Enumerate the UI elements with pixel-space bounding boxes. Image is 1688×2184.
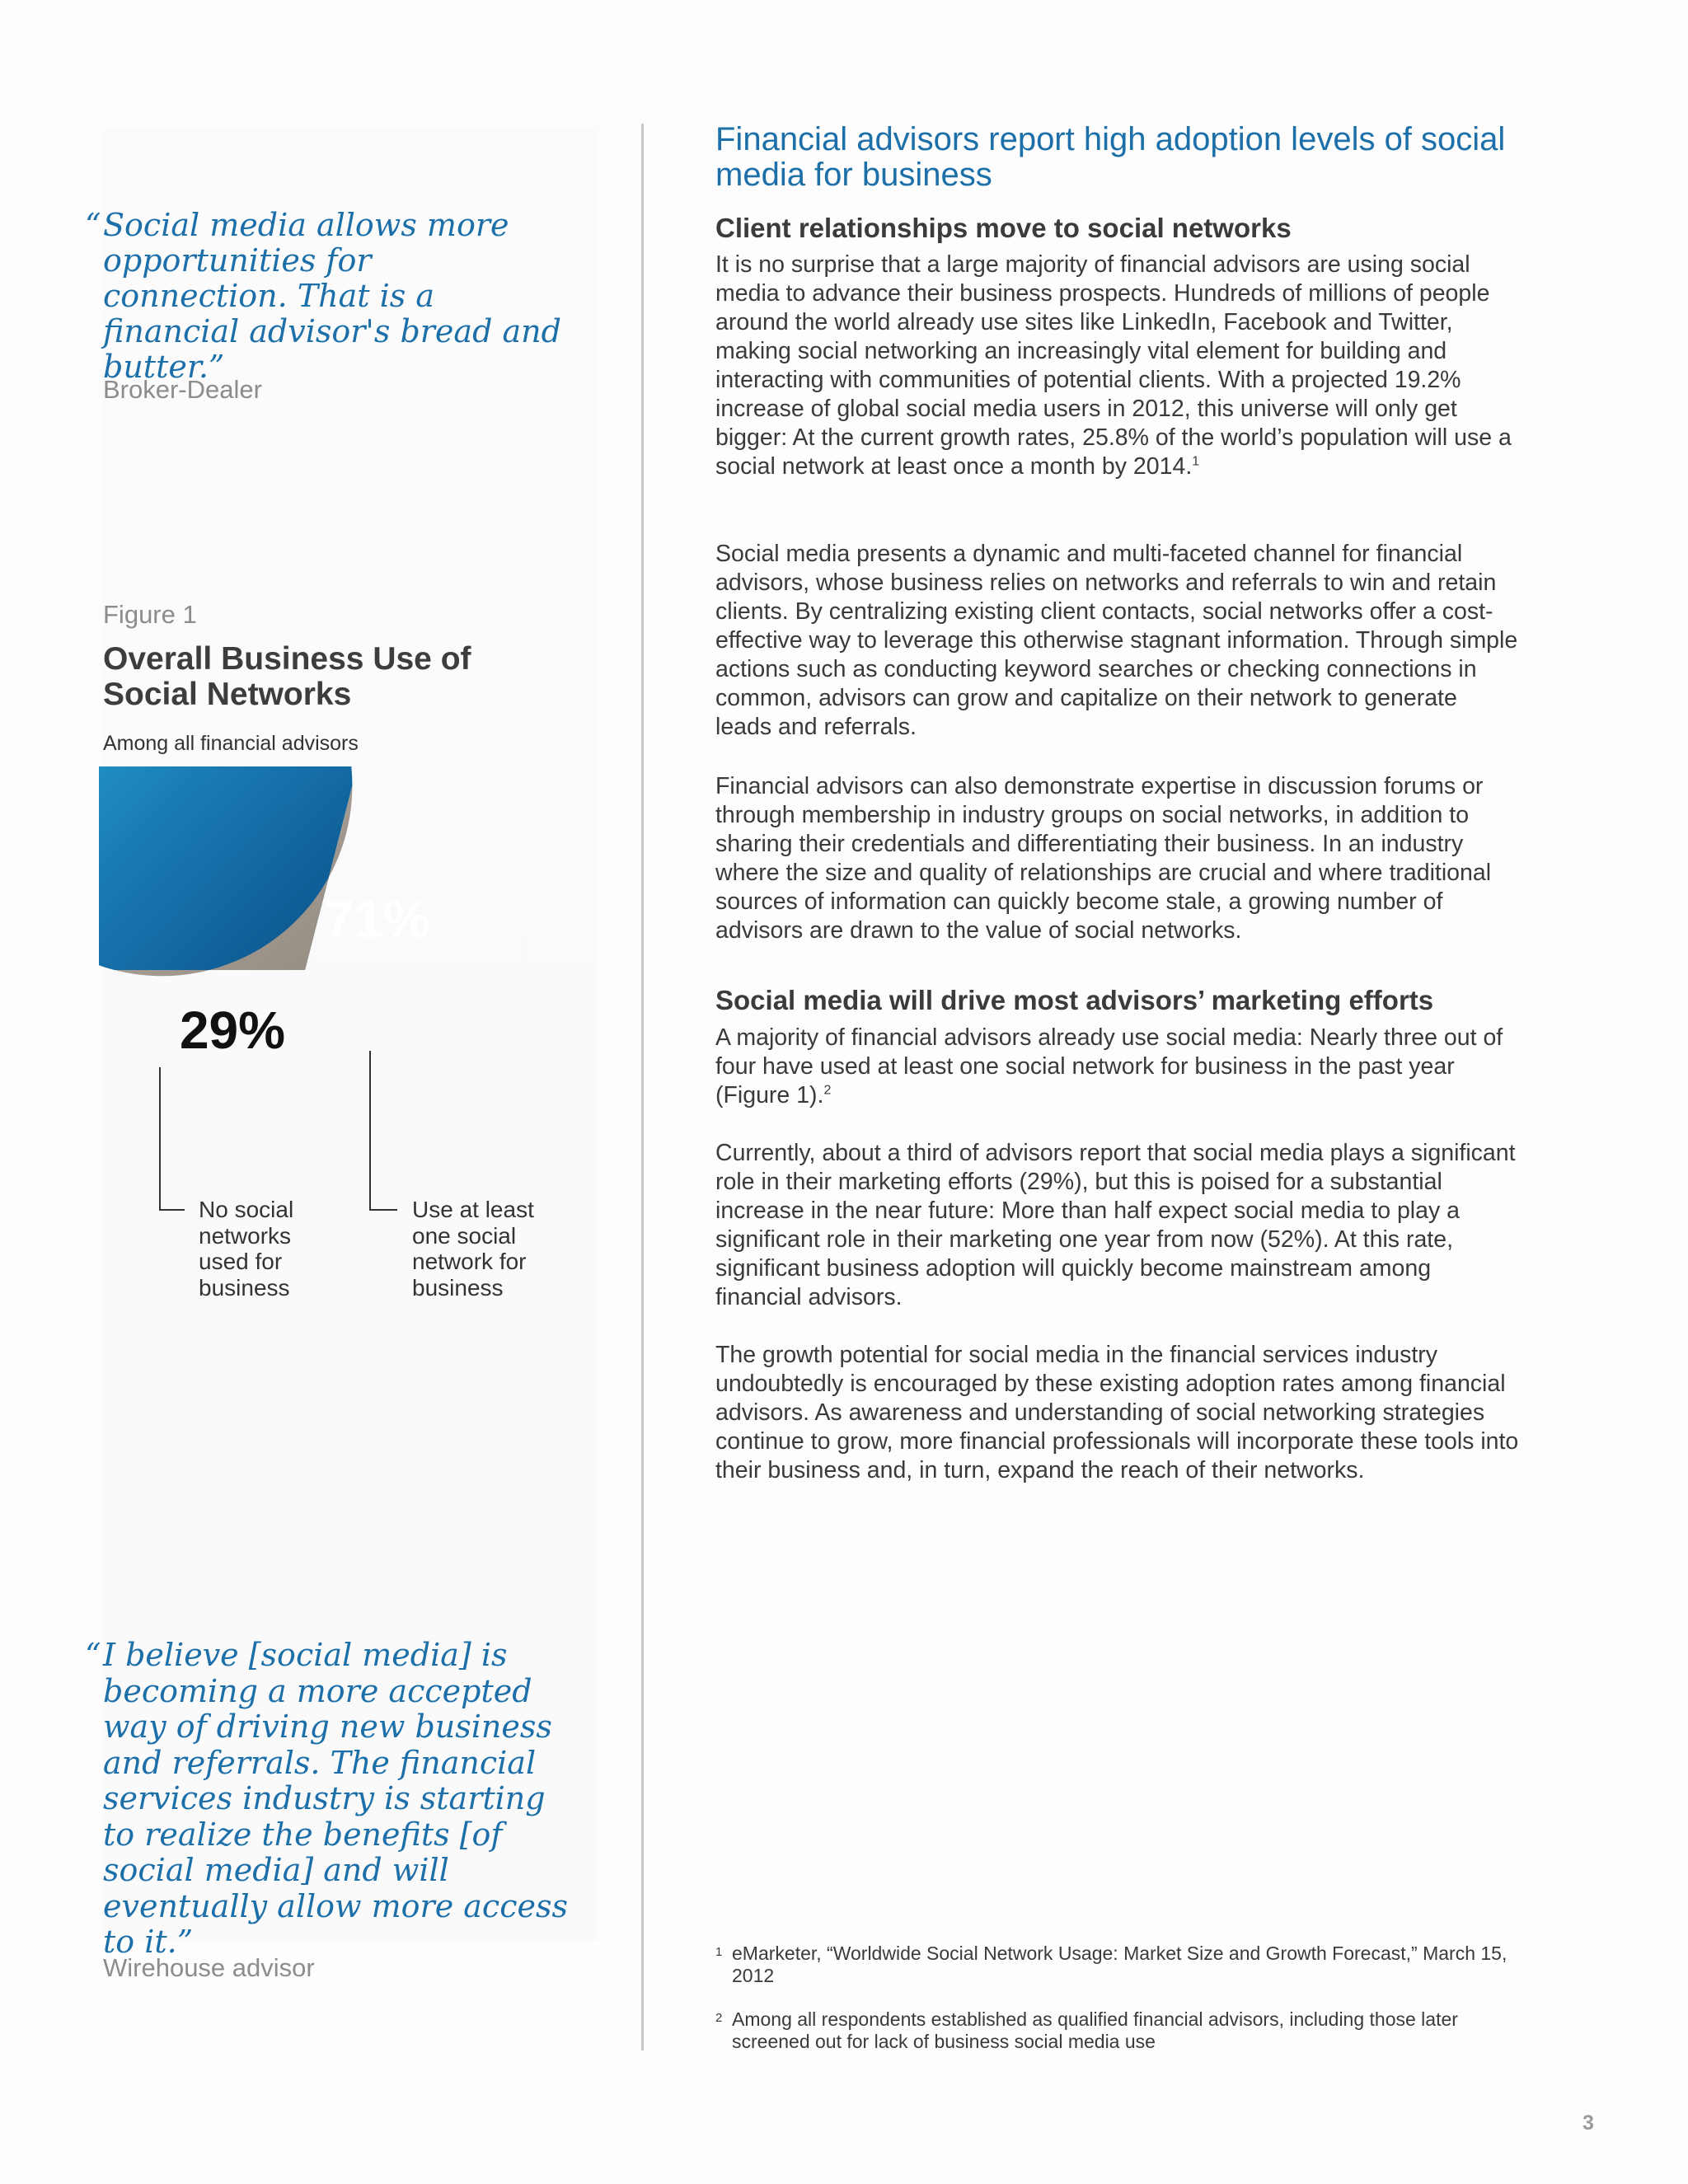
footnote-text: Among all respondents established as qualified financial advisors, including those later screened out for lack of business social media use [732,2008,1458,2052]
body-paragraph: A majority of financial advisors already use social media: Nearly three out of four have used at least one social network for business in the past year (Figure 1).$^2$ [715,1024,1503,1108]
quote-mark: “ [85,207,101,243]
figure-label: Figure 1 [103,600,197,629]
body-paragraph: Social media presents a dynamic and multi-faceted channel for financial advisors, whose business relies on networks and referrals to win and retain clients. By centralizing existing client contacts, social networks offer a cost-effective way to leverage this otherwise stagnant information. Through simple actions such as conducting keyword searches or checking connections in common, advisors can grow and capitalize on their network to generate leads and referrals. [715,541,1518,740]
quote-mark: “ [85,1637,101,1673]
body-paragraph: Currently, about a third of advisors report that social media plays a significant role in their marketing efforts (29%), but this is poised for a substantial increase in the near future: More than half expect social media to play a significant role in their marketing one year from now (52%). At this rate, significant business adoption will quickly become mainstream among financial advisors. [715,1140,1516,1310]
footnote-number: 2 [715,2011,723,2025]
column-divider [641,124,644,2050]
footnote-2 [715,2008,1531,2053]
pull-quote-2-attribution: Wirehouse advisor [103,1953,315,1982]
pull-quote-1-attribution: Broker-Dealer [103,375,262,404]
pull-quote-1 [85,207,565,385]
footnote-text: eMarketer, “Worldwide Social Network Usage: Market Size and Growth Forecast,” March 15, 2012 [732,1943,1507,1986]
legend-use-social: Use at least one social network for business [412,1197,534,1301]
leader-line-no-social [160,1067,185,1210]
footnote-1 [715,1943,1531,1987]
section-heading-client-relationships: Client relationships move to social networks [715,213,1292,243]
legend-no-social: No social networks used for business [199,1197,294,1301]
pie-label-29: 29% [179,1001,286,1060]
figure-title: Overall Business Use of Social Networks [103,641,471,712]
pull-quote-2 [85,1637,581,1961]
footnote-ref: 2 [823,1083,832,1098]
footnote-number: 1 [715,1945,723,1959]
pull-quote-1-text: Social media allows more opportunities for connection. That is a financial advisor's bread and butter.” [103,207,561,385]
page-number: 3 [1582,2111,1594,2135]
section-heading-marketing-efforts: Social media will drive most advisors’ marketing efforts [715,985,1434,1015]
body-paragraph: The growth potential for social media in the financial services industry undoubtedly is encouraged by these existing adoption rates among financial advisors. As awareness and understanding of social networking strategies continue to grow, more financial professionals will incorporate these tools into their business and, in turn, expand the reach of their networks. [715,1342,1519,1483]
footnote-ref: 1 [1192,454,1200,469]
body-paragraph: It is no surprise that a large majority of financial advisors are using social media to advance their business prospects. Hundreds of millions of people around the world already use sites like LinkedIn, Facebook and Twitter, making social networking an increasingly vital element for building and interacting with communities of potential clients. With a projected 19.2% increase of global social media users in 2012, this universe will only get bigger: At the current growth rates, 25.8% of the world’s population will use a social network at least once a month by 2014.$^1$ [715,251,1512,480]
pie-label-71: 71% [324,889,431,949]
body-paragraph: Financial advisors can also demonstrate expertise in discussion forums or through membership in industry groups on social networks, in addition to sharing their credentials and differentiating their business. In an industry where the size and quality of relationships are crucial and where traditional sources of information can quickly become stale, a growing number of advisors are drawn to the value of social networks. [715,773,1492,944]
pie-slice-use-social [99,766,352,970]
leader-line-use-social [370,1051,397,1210]
figure-subtitle: Among all financial advisors [103,732,359,755]
pull-quote-2-text: I believe [social media] is becoming a more accepted way of driving new business and referrals. The financial services industry is starting to realize the benefits [of social media] and will eventually allow more access to it.” [103,1637,568,1960]
page-title: Financial advisors report high adoption levels of social media for business [715,121,1506,193]
